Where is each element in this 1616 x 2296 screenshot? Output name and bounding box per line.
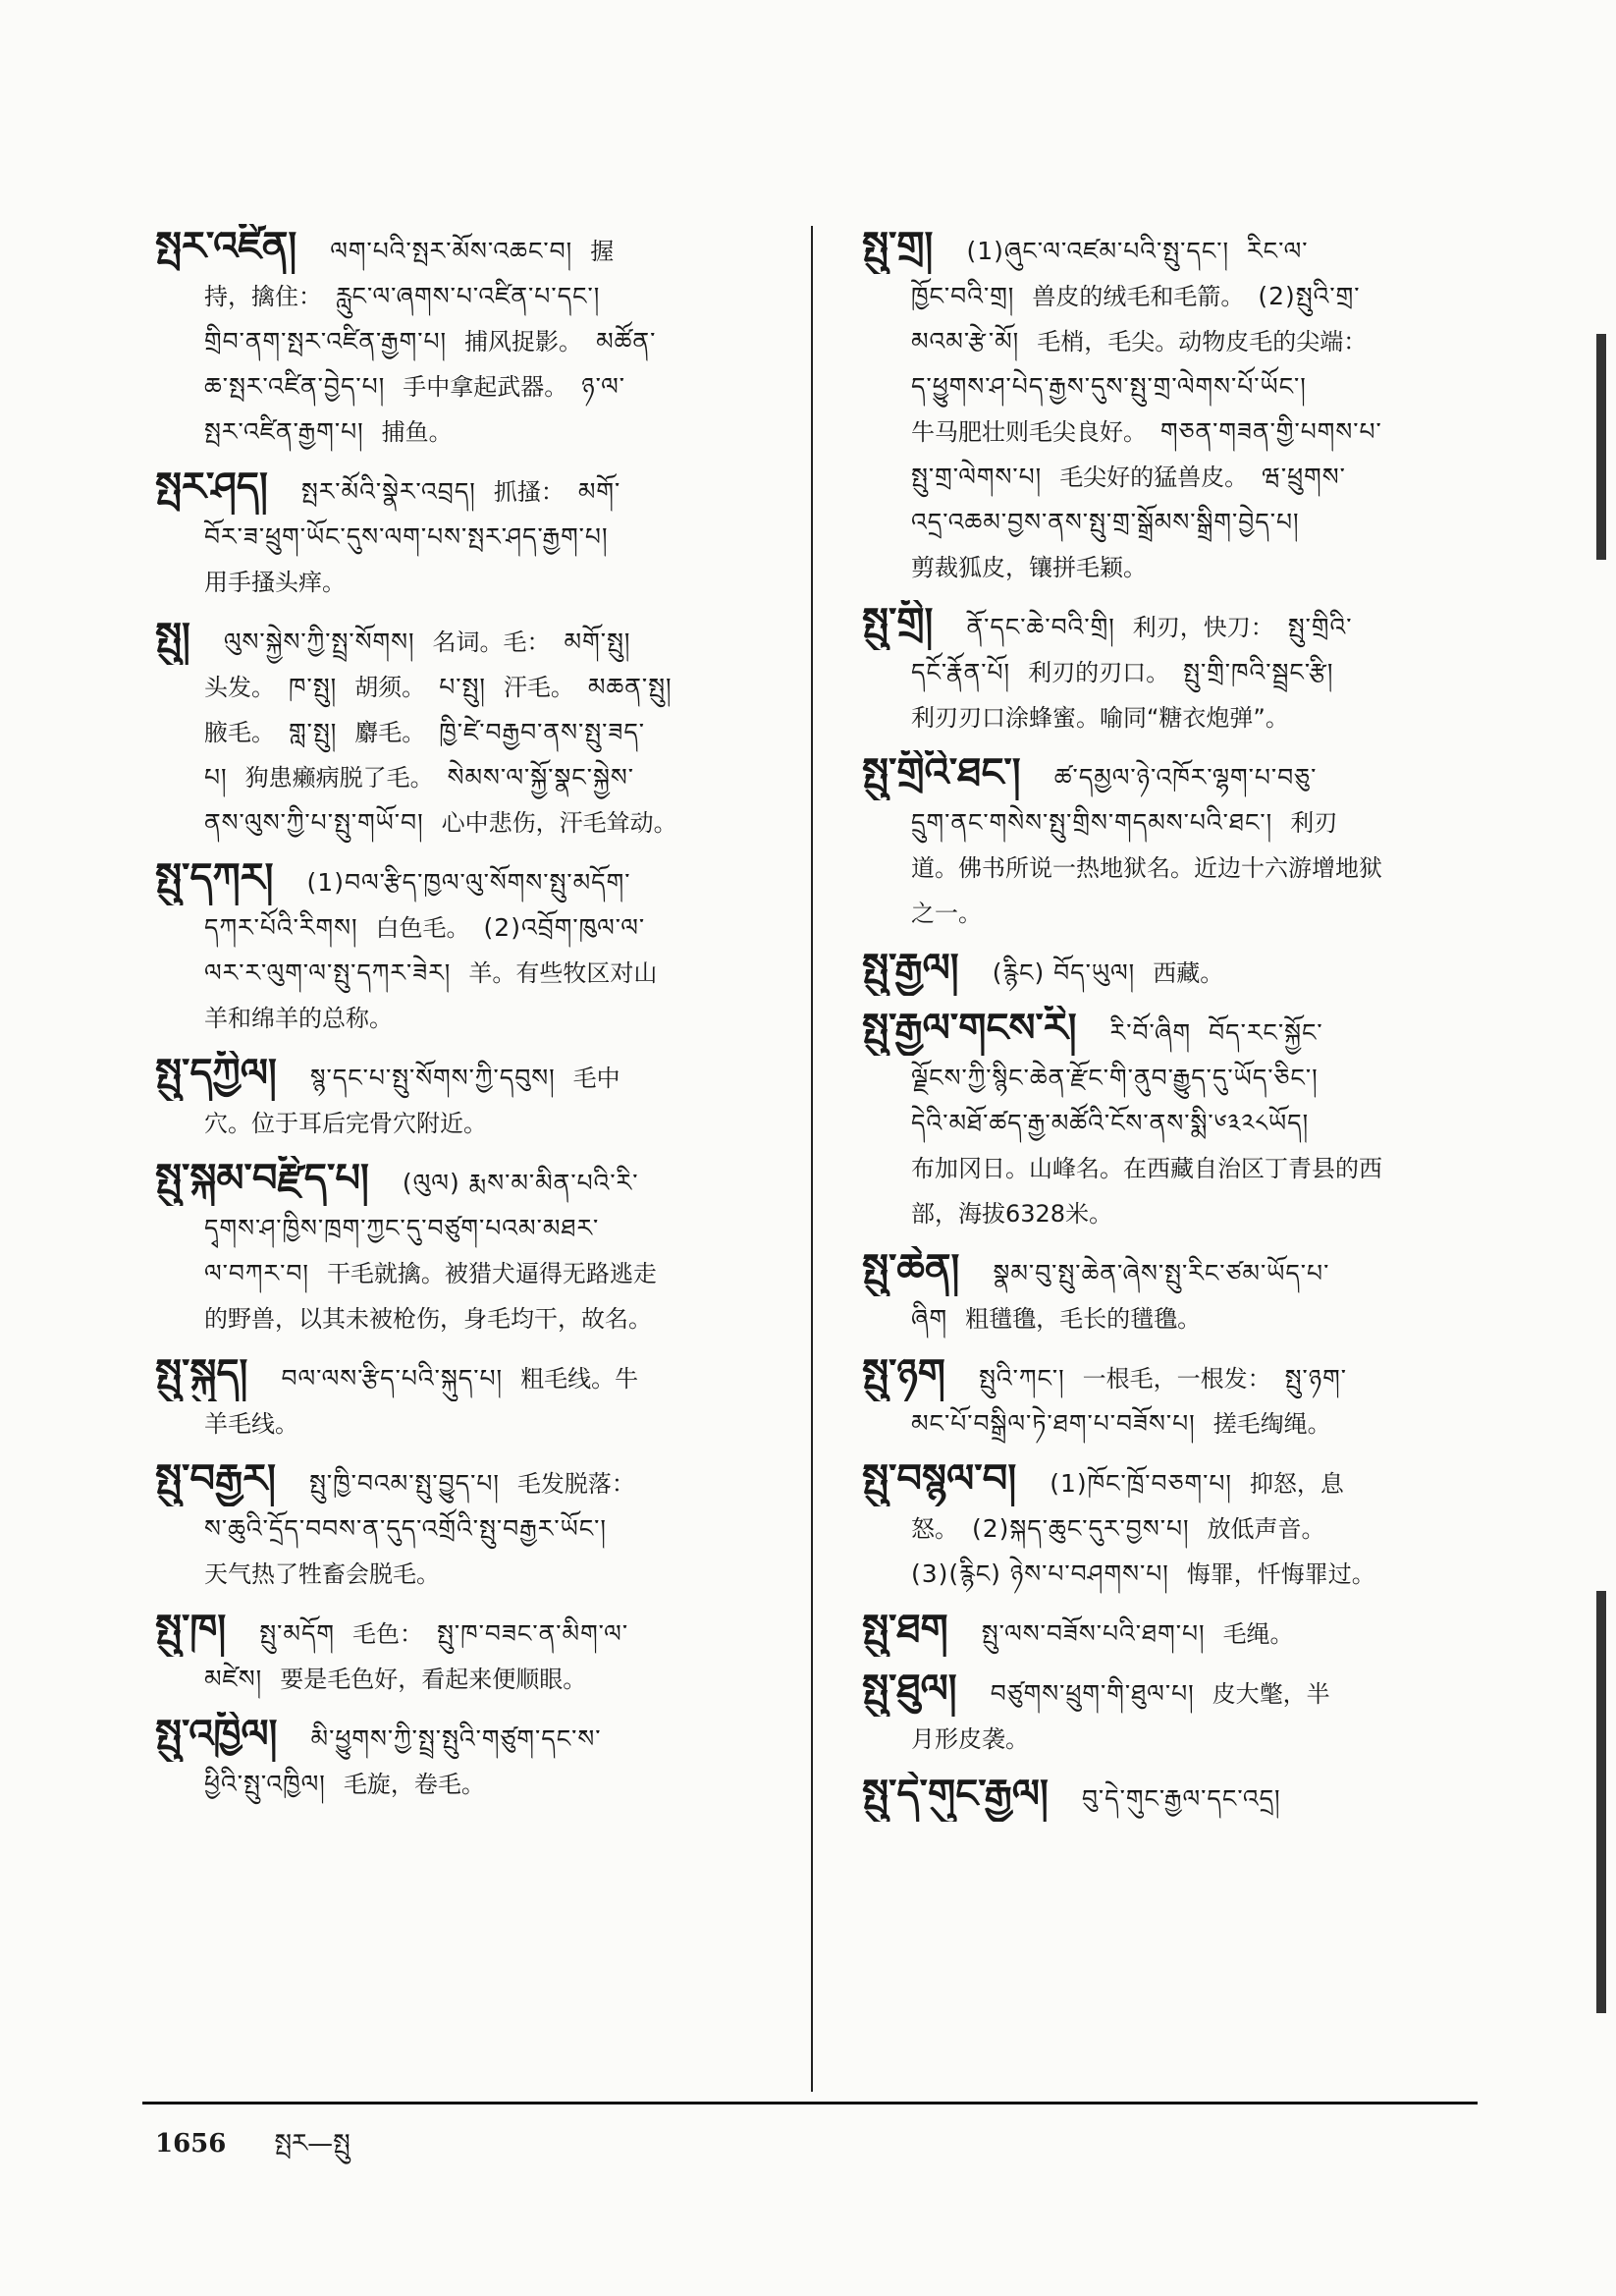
chinese-gloss: 之一。 <box>911 900 982 927</box>
entry-line <box>862 695 1539 740</box>
tibetan-text: ཞིག <box>911 1304 948 1333</box>
chinese-gloss: 放低声音。 <box>1207 1515 1325 1543</box>
chinese-gloss: 捕风捉影。 <box>464 328 583 355</box>
dictionary-entry <box>155 1051 833 1146</box>
tibetan-text: ཁྱོང་བའི་གྲ། <box>911 282 1015 310</box>
entry-line <box>155 1296 833 1341</box>
chinese-gloss: 利刃 <box>1290 809 1338 837</box>
tibetan-text: (1)ཁོང་ཁྲོ་བཅག་པ། <box>1050 1469 1232 1498</box>
footer-rule <box>142 2102 1478 2105</box>
entry-line <box>155 1552 833 1597</box>
tibetan-text: གླ་སྤུ། <box>289 718 338 746</box>
headword: སྤུ་རྒྱལ། <box>862 946 959 991</box>
entry-line <box>862 1772 1539 1822</box>
tibetan-text: ལུས་སྐྱེས་ཀྱི་སྤྲ་སོགས། <box>223 628 415 656</box>
tibetan-text: པ། <box>204 763 228 792</box>
tibetan-text: ས་ཆུའི་དྲོད་བབས་ན་དུད་འགྲོའི་སྤུ་བརྒྱར་ཡོང་། <box>204 1514 607 1543</box>
chinese-gloss: 粗毛线。牛 <box>520 1365 639 1393</box>
entry-line <box>155 1456 833 1506</box>
dictionary-entry <box>155 855 833 1041</box>
tibetan-text: ནས་ལུས་ཀྱི་པ་སྤུ་གཡོ་བ། <box>204 808 424 837</box>
dictionary-entry <box>155 1456 833 1597</box>
tibetan-text: བལ་ལས་རྩིད་པའི་སྐུད་པ། <box>281 1364 504 1393</box>
headword: སྤུ་ཁ། <box>155 1607 227 1652</box>
entry-line <box>862 545 1539 590</box>
entry-line <box>155 951 833 996</box>
tibetan-text: སྤུ་ཉག་ <box>1284 1364 1348 1393</box>
chinese-gloss: 部，海拔6328米。 <box>911 1200 1113 1228</box>
tibetan-text: སྤར་མོའི་སྣེར་འབྲད། <box>300 477 476 506</box>
entry-line <box>862 750 1539 800</box>
chinese-gloss: 道。佛书所说一热地狱名。近边十六游增地狱 <box>911 854 1382 882</box>
dictionary-entry <box>155 465 833 605</box>
headword: སྤུ་དེ་གུང་རྒྱལ། <box>862 1772 1049 1817</box>
entry-line <box>155 855 833 905</box>
dictionary-entry <box>155 224 833 455</box>
entry-line <box>862 946 1539 996</box>
entry-line <box>155 1351 833 1401</box>
entry-line <box>862 1456 1539 1506</box>
dictionary-entry <box>862 600 1539 740</box>
entry-line <box>155 465 833 515</box>
chinese-gloss: 利刃，快刀： <box>1132 614 1274 641</box>
chinese-gloss: 搓毛绹绳。 <box>1212 1410 1331 1438</box>
entry-line <box>155 996 833 1041</box>
entry-line <box>862 455 1539 500</box>
tibetan-text: སྤུ་གྲིའི་ <box>1287 613 1353 641</box>
headword: སྤར་ཤད། <box>155 465 268 510</box>
tibetan-text: ཆ་སྤར་འཛིན་བྱེད་པ། <box>204 372 386 401</box>
entry-line <box>155 1762 833 1807</box>
tibetan-text: བུ་དེ་གུང་རྒྱལ་དང་འདྲ། <box>1081 1784 1281 1813</box>
entry-line <box>155 319 833 364</box>
chinese-gloss: 毛绳。 <box>1222 1620 1294 1648</box>
entry-line <box>862 1056 1539 1101</box>
entry-line <box>862 410 1539 455</box>
chinese-gloss: 怒。 <box>911 1515 958 1543</box>
entry-line <box>862 274 1539 319</box>
entry-line <box>862 364 1539 410</box>
tibetan-text: མི་ཕྱུགས་ཀྱི་སྤྲ་སྤུའི་གཙུག་དང་ས་ <box>310 1724 602 1753</box>
tibetan-text: མགོ་སྤུ། <box>564 628 631 656</box>
chinese-gloss: 牛马肥壮则毛尖良好。 <box>911 418 1147 446</box>
headword: སྤུ་ཉག <box>862 1351 945 1396</box>
chinese-gloss: 天气热了牲畜会脱毛。 <box>204 1560 440 1588</box>
headword: སྤུ། <box>155 615 190 660</box>
tibetan-text: ད་ཕྱུགས་ཤ་པེད་རྒྱས་དུས་སྤུ་གྲ་ལེགས་པོ་ཡོང་། <box>911 372 1307 401</box>
tibetan-text: རིང་ལ་ <box>1247 237 1309 265</box>
headword: སྤུ་འཁྱིལ། <box>155 1712 278 1757</box>
tibetan-text: (1)ཞུང་ལ་འཛམ་པའི་སྤུ་དང་། <box>966 237 1230 265</box>
tibetan-text: ལག་པའི་སྤར་མོས་འཆང་བ། <box>330 237 573 265</box>
tibetan-text: ཉ་ལ་ <box>581 372 626 401</box>
chinese-gloss: 干毛就擒。被猎犬逼得无路逃走 <box>326 1260 657 1287</box>
chinese-gloss: 西藏。 <box>1153 959 1224 987</box>
entry-line <box>862 1101 1539 1146</box>
chinese-gloss: 粗氆氇，毛长的氆氇。 <box>965 1305 1202 1333</box>
chinese-gloss: 悔罪，忏悔罪过。 <box>1186 1560 1375 1588</box>
entry-line <box>862 1006 1539 1056</box>
tibetan-text: མའམ་རྩེ་མོ། <box>911 327 1020 355</box>
entry-line <box>155 410 833 455</box>
headword: སྤུ་བརྒྱར། <box>155 1456 276 1502</box>
tibetan-text: སེམས་ལ་སྐྱོ་སྣང་སྐྱེས་ <box>447 763 634 792</box>
dictionary-entry <box>862 1772 1539 1822</box>
chinese-gloss: 抑怒，息 <box>1249 1470 1344 1498</box>
entry-line <box>155 560 833 605</box>
entry-line <box>862 600 1539 650</box>
entry-line <box>862 650 1539 695</box>
dictionary-entry <box>862 1006 1539 1236</box>
binding-mark <box>1596 1591 1606 2013</box>
tibetan-text: མཚོན་ <box>596 327 657 355</box>
chinese-gloss: 用手搔头痒。 <box>204 569 346 596</box>
headword: སྤར་འཛིན། <box>155 224 297 269</box>
entry-line <box>155 1206 833 1251</box>
entry-line <box>155 274 833 319</box>
headword: སྤུ་རྒྱལ་གངས་རི། <box>862 1006 1077 1051</box>
tibetan-text: (1)བལ་རྩིད་ཁྱལ་ལུ་སོགས་སྤུ་མདོག་ <box>306 868 631 897</box>
left-column <box>155 224 833 1817</box>
chinese-gloss: 毛尖好的猛兽皮。 <box>1059 464 1249 491</box>
headword: སྤུ་སྐམ་བརྫིད་པ། <box>155 1156 369 1201</box>
entry-line <box>155 1251 833 1296</box>
chinese-gloss: 剪裁狐皮，镶拼毛颖。 <box>911 554 1147 581</box>
chinese-gloss: 毛色： <box>352 1620 424 1648</box>
chinese-gloss: 羊。有些牧区对山 <box>468 959 658 987</box>
tibetan-text: དངོ་རྣོན་པོ། <box>911 658 1011 686</box>
dictionary-entry <box>862 1667 1539 1762</box>
chinese-gloss: 要是毛色好，看起来便顺眼。 <box>280 1666 587 1693</box>
chinese-gloss: 名词。毛： <box>432 629 551 656</box>
tibetan-text: སྤུ་གྲི་ཁའི་སྦྲང་རྩི། <box>1183 658 1334 686</box>
dictionary-entry <box>862 946 1539 996</box>
chinese-gloss: 捕鱼。 <box>381 418 453 446</box>
chinese-gloss: 胡须。 <box>354 674 426 701</box>
entry-line <box>155 905 833 951</box>
tibetan-text: སྤུ་གྲ་ལེགས་པ། <box>911 463 1043 491</box>
entry-line <box>862 1146 1539 1191</box>
chinese-gloss: 腋毛。 <box>204 719 275 746</box>
tibetan-text: དེའི་མཐོ་ཚད་རྒྱ་མཚོའི་ངོས་ནས་སྨི་༦༣༢༨ཡོད། <box>911 1109 1310 1137</box>
tibetan-text: མང་པོ་བསྒྲིལ་ཏེ་ཐག་པ་བཟོས་པ། <box>911 1409 1196 1438</box>
tibetan-text: བོད་རང་སྐྱོང་ <box>1209 1018 1323 1047</box>
tibetan-text: མགོ་ <box>577 477 621 506</box>
tibetan-text: ལར་ར་ལུག་ལ་སྤུ་དཀར་ཟེར། <box>204 958 452 987</box>
headword: སྤུ་བསྙལ་བ། <box>862 1456 1017 1502</box>
entry-line <box>155 1401 833 1447</box>
tibetan-text: སྤུ་ཁ་བཟང་ན་མིག་ལ་ <box>437 1619 629 1648</box>
tibetan-text: དཀར་པོའི་རིགས། <box>204 913 358 942</box>
tibetan-text: ཕྱིའི་སྤུ་འཁྱིལ། <box>204 1770 326 1798</box>
entry-line <box>155 710 833 755</box>
dictionary-entry <box>155 1607 833 1702</box>
entry-line <box>862 891 1539 936</box>
dictionary-entry <box>862 1607 1539 1657</box>
entry-line <box>862 1401 1539 1447</box>
entry-line <box>155 1101 833 1146</box>
tibetan-text: ཁྱི་ཛེ་བརྒྱབ་ནས་སྤུ་ཟད་ <box>439 718 646 746</box>
entry-line <box>862 800 1539 846</box>
entry-line <box>862 1296 1539 1341</box>
headword: སྤུ་ཐུལ། <box>862 1667 957 1712</box>
entry-line <box>862 1246 1539 1296</box>
headword: སྤུ་དཀྱིལ། <box>155 1051 277 1096</box>
dictionary-entry <box>155 1156 833 1341</box>
entry-line <box>862 1506 1539 1552</box>
tibetan-text: སྤུ་མདོག <box>259 1619 336 1648</box>
chinese-gloss: 狗患癞病脱了毛。 <box>244 764 434 792</box>
tibetan-text: (3)(རྙིང) ཉེས་པ་བཤགས་པ། <box>911 1559 1169 1588</box>
chinese-gloss: 毛梢，毛尖。动物皮毛的尖端： <box>1037 328 1368 355</box>
chinese-gloss: 毛发脱落： <box>516 1470 635 1498</box>
entry-line <box>862 500 1539 545</box>
running-head: སྤར—སྤུ <box>274 2129 350 2159</box>
chinese-gloss: 月形皮袭。 <box>911 1725 1029 1753</box>
chinese-gloss: 布加冈日。山峰名。在西藏自治区丁青县的西 <box>911 1155 1382 1182</box>
entry-line <box>862 1552 1539 1597</box>
entry-line <box>862 1667 1539 1717</box>
tibetan-text: (རྙིང) བོད་ཡུལ། <box>992 958 1136 987</box>
chinese-gloss: 毛中 <box>572 1065 620 1092</box>
dictionary-entry <box>155 1712 833 1807</box>
chinese-gloss: 羊和绵羊的总称。 <box>204 1005 393 1032</box>
entry-line <box>155 665 833 710</box>
tibetan-text: གཅན་གཟན་གྱི་པགས་པ་ <box>1160 417 1382 446</box>
entry-line <box>155 1506 833 1552</box>
tibetan-text: ནོ་དང་ཆེ་བའི་གྲི། <box>966 613 1115 641</box>
entry-line <box>862 319 1539 364</box>
tibetan-text: དྭགས་ཤ་ཁྱིས་ཁྲག་ཀྱང་དུ་བཙུག་པའམ་མཐར་ <box>204 1214 600 1242</box>
entry-line <box>155 615 833 665</box>
tibetan-text: (2)སྤུའི་གྲ་ <box>1258 282 1361 310</box>
right-column <box>862 224 1539 1831</box>
headword: སྤུ་སྐུད། <box>155 1351 248 1396</box>
dictionary-entry <box>155 615 833 846</box>
entry-line <box>155 364 833 410</box>
tibetan-text: སྣམ་བུ་སྤུ་ཆེན་ཞེས་སྤུ་རིང་ཙམ་ཡོད་པ་ <box>993 1259 1330 1287</box>
tibetan-text: སྤུ་ཁྱི་བའམ་སྤུ་བྱུད་པ། <box>309 1469 500 1498</box>
page-footer <box>155 2115 390 2187</box>
entry-line <box>862 1607 1539 1657</box>
chinese-gloss: 头发。 <box>204 674 275 701</box>
tibetan-text: (2)སྐད་ཆུང་དུར་བྱས་པ། <box>972 1514 1190 1543</box>
entry-line <box>155 1607 833 1657</box>
dictionary-entry <box>862 224 1539 590</box>
dictionary-entry <box>862 1351 1539 1447</box>
tibetan-text: (2)འབྲོག་ཁུལ་ལ་ <box>483 913 646 942</box>
entry-line <box>155 1712 833 1762</box>
entry-line <box>155 224 833 274</box>
tibetan-text: མཆན་སྤུ། <box>587 673 673 701</box>
tibetan-text: མཛེས། <box>204 1665 263 1693</box>
tibetan-text: སྤུ་ལས་བཟོས་པའི་ཐག་པ། <box>981 1619 1206 1648</box>
page-number: 1656 <box>155 2129 227 2159</box>
tibetan-text: པ་སྤུ། <box>439 673 486 701</box>
dictionary-entry <box>862 750 1539 936</box>
tibetan-text: འདྲ་འཆམ་བྱས་ནས་སྤུ་གྲ་སྒྲོམས་སྒྲིག་བྱེད་པ། <box>911 508 1300 536</box>
chinese-gloss: 的野兽，以其未被枪伤，身毛均干，故名。 <box>204 1305 652 1333</box>
entry-line <box>155 1051 833 1101</box>
chinese-gloss: 兽皮的绒毛和毛箭。 <box>1032 283 1245 310</box>
binding-mark <box>1596 334 1606 560</box>
chinese-gloss: 利刃刃口涂蜂蜜。喻同“糖衣炮弹”。 <box>911 704 1289 732</box>
headword: སྤུ་དཀར། <box>155 855 274 901</box>
chinese-gloss: 握 <box>590 238 615 265</box>
tibetan-text: བོར་ཟ་ཕྲུག་ཡོང་དུས་ལག་པས་སྤར་ཤད་རྒྱག་པ། <box>204 522 609 551</box>
chinese-gloss: 麝毛。 <box>354 719 426 746</box>
tibetan-text: ལྗོངས་ཀྱི་སྙིང་ཆེན་རྫོང་གི་ནུབ་རྒྱུད་དུ་ཡོད་ཅིང་། <box>911 1064 1319 1092</box>
chinese-gloss: 毛旋，卷毛。 <box>343 1771 485 1798</box>
tibetan-text: ཝ་ཕྲུགས་ <box>1262 463 1346 491</box>
entry-line <box>862 1351 1539 1401</box>
tibetan-text: སྤུའི་ཀང་། <box>978 1364 1065 1393</box>
dictionary-entry <box>862 1246 1539 1341</box>
chinese-gloss: 穴。位于耳后完骨穴附近。 <box>204 1110 487 1137</box>
tibetan-text: ལ་བཀར་བ། <box>204 1259 309 1287</box>
tibetan-text: (ལུལ) རྨས་མ་མིན་པའི་རི་ <box>402 1169 639 1197</box>
dictionary-entry <box>155 1351 833 1447</box>
headword: སྤུ་ཐག <box>862 1607 948 1652</box>
entry-line <box>155 755 833 800</box>
tibetan-text: ཚ་དམྱལ་ཉེ་འཁོར་ལྷག་པ་བཅུ་ <box>1053 763 1318 792</box>
tibetan-text: རི་བོ་ཞིག <box>1109 1018 1192 1047</box>
entry-line <box>862 1191 1539 1236</box>
tibetan-text: བཙུགས་ཕྲུག་གི་ཐུལ་པ། <box>990 1679 1195 1708</box>
tibetan-text: སྙ་དང་པ་སྤུ་སོགས་ཀྱི་དབུས། <box>309 1064 556 1092</box>
chinese-gloss: 手中拿起武器。 <box>403 373 568 401</box>
chinese-gloss: 持，擒住： <box>204 283 322 310</box>
tibetan-text: གྲིབ་ནག་སྤར་འཛིན་རྒྱག་པ། <box>204 327 448 355</box>
chinese-gloss: 抓搔： <box>493 478 565 506</box>
chinese-gloss: 一根毛，一根发： <box>1082 1365 1271 1393</box>
headword: སྤུ་ཆེན། <box>862 1246 960 1291</box>
entry-line <box>155 515 833 560</box>
headword: སྤུ་གྲ། <box>862 224 934 269</box>
chinese-gloss: 白色毛。 <box>375 914 470 942</box>
chinese-gloss: 汗毛。 <box>503 674 574 701</box>
chinese-gloss: 利刃的刃口。 <box>1028 659 1170 686</box>
entry-line <box>862 846 1539 891</box>
tibetan-text: རླུང་ལ་ཞགས་པ་འཛིན་པ་དང་། <box>336 282 601 310</box>
tibetan-text: སྤར་འཛིན་རྒྱག་པ། <box>204 417 364 446</box>
chinese-gloss: 心中悲伤，汗毛耸动。 <box>441 809 677 837</box>
dictionary-entry <box>862 1456 1539 1597</box>
entry-line <box>862 224 1539 274</box>
tibetan-text: ཁ་སྤུ། <box>289 673 338 701</box>
entry-line <box>155 800 833 846</box>
tibetan-text: དྲུག་ནང་གསེས་སྤུ་གྲིས་གདམས་པའི་ཐང་། <box>911 808 1273 837</box>
headword: སྤུ་གྲིའི་ཐང་། <box>862 750 1021 795</box>
chinese-gloss: 皮大氅，半 <box>1212 1680 1330 1708</box>
entry-line <box>155 1156 833 1206</box>
chinese-gloss: 羊毛线。 <box>204 1410 298 1438</box>
headword: སྤུ་གྲི། <box>862 600 934 645</box>
entry-line <box>155 1657 833 1702</box>
entry-line <box>862 1717 1539 1762</box>
